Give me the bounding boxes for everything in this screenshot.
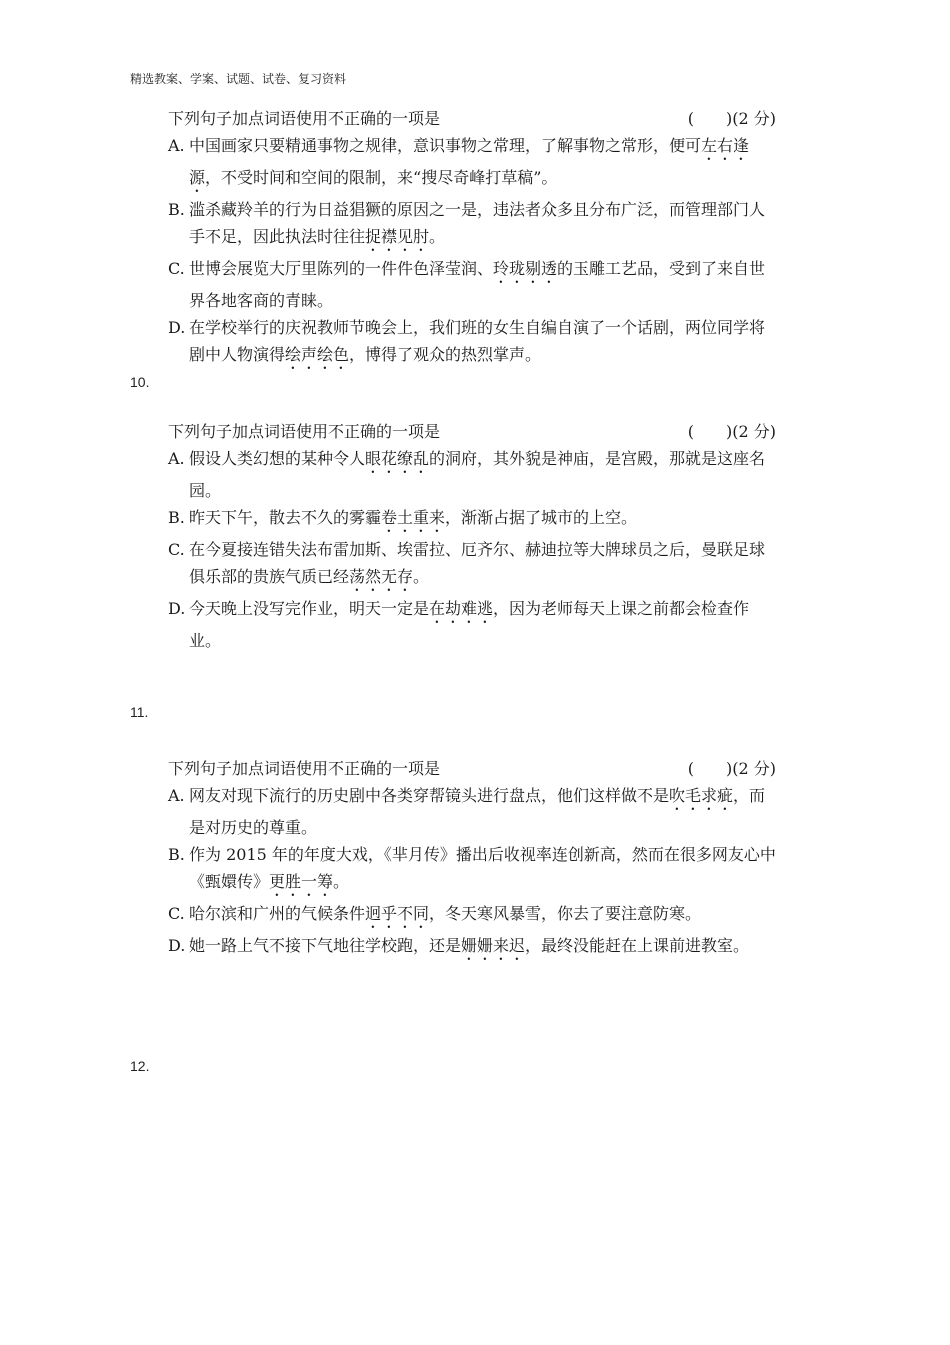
- question-number: 12.: [130, 1058, 150, 1074]
- option-b: B. 滥杀藏羚羊的行为日益猖獗的原因之一是，违法者众多且分布广泛，而管理部门人手不足，因此执法时往往捉襟见肘。: [168, 196, 776, 255]
- emphasized-phrase: 荡然无存: [349, 567, 414, 586]
- stem-text: 下列句子加点词语使用不正确的一项是: [168, 422, 441, 441]
- emphasized-phrase: 卷土重来: [381, 508, 446, 527]
- option-c: C. 世博会展览大厅里陈列的一件件色泽莹润、玲珑剔透的玉雕工艺品，受到了来自世界各地客商的青睐。: [168, 255, 776, 314]
- question-stem: [168, 755, 776, 782]
- option-d: D. 在学校举行的庆祝教师节晚会上，我们班的女生自编自演了一个话剧，两位同学将剧中人物演得绘声绘色，博得了观众的热烈掌声。: [168, 314, 776, 373]
- option-label: B.: [168, 508, 185, 527]
- emphasized-phrase: 迥乎不同: [365, 904, 430, 923]
- option-label: B.: [168, 845, 185, 864]
- option-label: D.: [168, 318, 186, 337]
- question-stem: [168, 105, 776, 132]
- option-label: D.: [168, 599, 186, 618]
- option-label: D.: [168, 936, 186, 955]
- option-c: C. 哈尔滨和广州的气候条件迥乎不同，冬天寒风暴雪，你去了要注意防寒。: [168, 900, 776, 932]
- option-b: B. 作为 2015 年的年度大戏，《芈月传》播出后收视率连创新高，然而在很多网友心中《甄嬛传》更胜一筹。: [168, 841, 776, 900]
- emphasized-phrase: 姗姗来迟: [461, 936, 526, 955]
- option-d: D. 今天晚上没写完作业，明天一定是在劫难逃，因为老师每天上课之前都会检查作业。: [168, 595, 776, 654]
- option-label: A.: [168, 449, 185, 468]
- option-label: A.: [168, 136, 185, 155]
- question-stem: [168, 418, 776, 445]
- option-label: C.: [168, 904, 185, 923]
- stem-text: 下列句子加点词语使用不正确的一项是: [168, 759, 441, 778]
- emphasized-phrase: 更胜一筹: [269, 872, 334, 891]
- question-number: 11.: [130, 704, 149, 720]
- option-label: B.: [168, 200, 185, 219]
- option-d: D. 她一路上气不接下气地往学校跑，还是姗姗来迟，最终没能赶在上课前进教室。: [168, 932, 776, 964]
- option-c: C. 在今夏接连错失法布雷加斯、埃雷拉、厄齐尔、赫迪拉等大牌球员之后，曼联足球俱乐部的贵族气质已经荡然无存。: [168, 536, 776, 595]
- stem-text: 下列句子加点词语使用不正确的一项是: [168, 109, 441, 128]
- option-label: A.: [168, 786, 185, 805]
- emphasized-phrase: 眼花缭乱: [365, 449, 430, 468]
- emphasized-phrase: 绘声绘色: [285, 345, 350, 364]
- option-a: A. 中国画家只要精通事物之规律，意识事物之常理，了解事物之常形，便可左右逢源，不受时间和空间的限制，来“搜尽奇峰打草稿”。: [168, 132, 776, 196]
- answer-blank-score: ( )(2 分): [687, 109, 776, 128]
- question-number: 10.: [130, 374, 150, 390]
- emphasized-phrase: 吹毛求疵: [669, 786, 734, 805]
- option-a: A. 网友对现下流行的历史剧中各类穿帮镜头进行盘点，他们这样做不是吹毛求疵，而是对历史的尊重。: [168, 782, 776, 841]
- answer-blank-score: ( )(2 分): [687, 422, 776, 441]
- question-10: [168, 418, 776, 654]
- emphasized-phrase: 玲珑剔透: [493, 259, 558, 278]
- question-11: [168, 755, 776, 964]
- emphasized-phrase: 在劫难逃: [429, 599, 494, 618]
- option-a: A. 假设人类幻想的某种令人眼花缭乱的洞府，其外貌是神庙，是宫殿，那就是这座名园。: [168, 445, 776, 504]
- emphasized-phrase: 捉襟见肘: [365, 227, 430, 246]
- option-label: C.: [168, 259, 185, 278]
- option-label: C.: [168, 540, 185, 559]
- emphasized-phrase: 左右逢源: [189, 136, 750, 187]
- page-header: 精选教案、学案、试题、试卷、复习资料: [130, 72, 347, 86]
- answer-blank-score: ( )(2 分): [687, 759, 776, 778]
- option-b: B. 昨天下午，散去不久的雾霾卷土重来，渐渐占据了城市的上空。: [168, 504, 776, 536]
- question-9: [168, 105, 776, 373]
